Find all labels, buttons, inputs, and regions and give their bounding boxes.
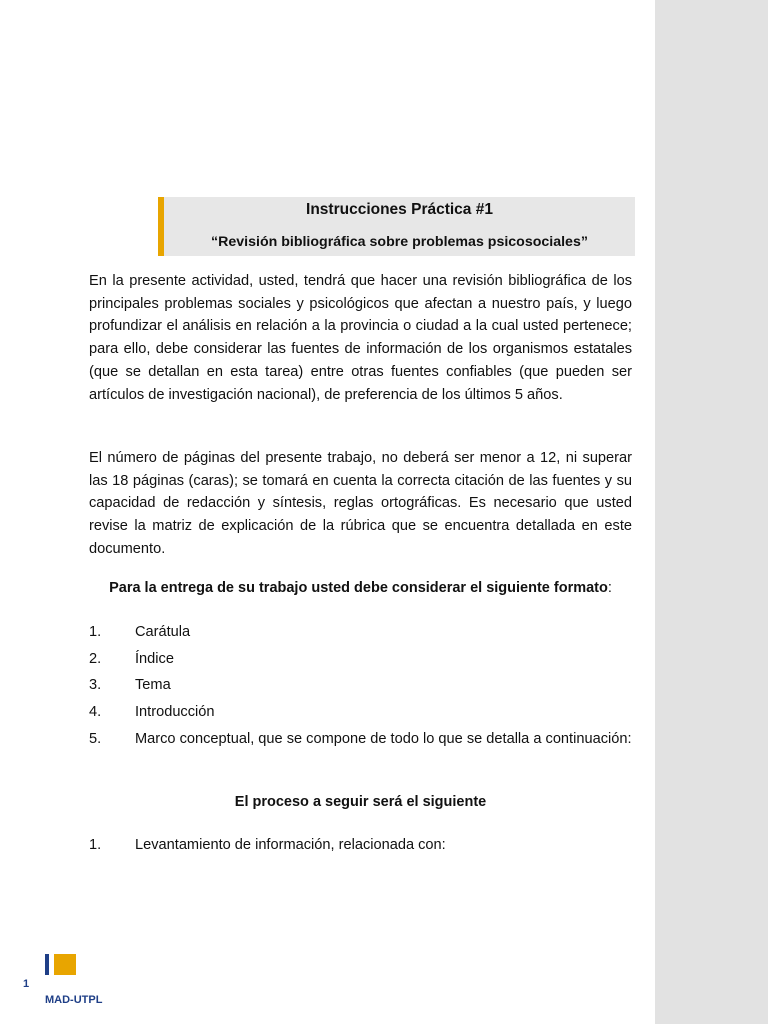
list-item-number: 4.	[89, 704, 102, 721]
format-instruction	[89, 577, 632, 599]
list-item-text: Levantamiento de información, relacionada con:	[135, 837, 446, 853]
list-item	[89, 728, 632, 751]
list-item-text: Tema	[135, 677, 171, 694]
page-number: 1	[23, 978, 30, 990]
requirements-paragraph: El número de páginas del presente trabajo, no deberá ser menor a 12, ni superar las 18 páginas (caras); se tomará en cuenta la correcta citación de las fuentes y su capacidad de redacción y síntesis, reglas ortográficas. Es necesario que usted revise la matriz de explicación de la rúbrica que se encuentra detallada en este documento.	[89, 450, 632, 557]
document-title: Instrucciones Práctica #1	[306, 201, 493, 218]
process-list	[89, 834, 632, 857]
format-list	[89, 621, 632, 754]
title-box	[158, 197, 635, 256]
list-item-text: Carátula	[135, 624, 191, 640]
list-item-number: 1.	[89, 624, 102, 640]
list-item-text: Marco conceptual, que se compone de todo lo que se detalla a continuación:	[135, 730, 632, 747]
page-right-margin	[655, 0, 768, 1024]
list-item-number: 2.	[89, 650, 102, 667]
list-item-number: 3.	[89, 677, 102, 694]
list-item-number: 1.	[89, 837, 102, 853]
list-item	[89, 701, 632, 724]
document-subtitle: “Revisión bibliográfica sobre problemas psicosociales”	[211, 234, 588, 250]
footer-label: MAD-UTPL	[45, 994, 103, 1006]
list-item-text: Introducción	[135, 704, 215, 721]
process-heading: El proceso a seguir será el siguiente	[234, 794, 487, 810]
list-item-text: Índice	[135, 650, 174, 667]
utpl-logo-gold-square	[54, 954, 76, 975]
list-item-number: 5.	[89, 730, 102, 747]
list-item	[89, 648, 632, 671]
format-instruction-text: Para la entrega de su trabajo usted debe considerar el siguiente formato	[109, 580, 608, 596]
list-item	[89, 674, 632, 697]
intro-paragraph: En la presente actividad, usted, tendrá que hacer una revisión bibliográfica de los principales problemas sociales y psicológicos que afectan a nuestro país, y luego profundizar el análisis en relación a la provincia o ciudad a la cual usted pertenece; para ello, debe considerar las fuentes de información de los organismos estatales (que se detallan en esta tarea) entre otras fuentes confiables (que pueden ser artículos de investigación nacional), de preferencia de los últimos 5 años.	[89, 273, 632, 403]
format-instruction-colon: :	[607, 580, 612, 596]
list-item	[89, 834, 632, 857]
utpl-logo-blue-bar	[45, 954, 49, 975]
list-item	[89, 621, 632, 644]
